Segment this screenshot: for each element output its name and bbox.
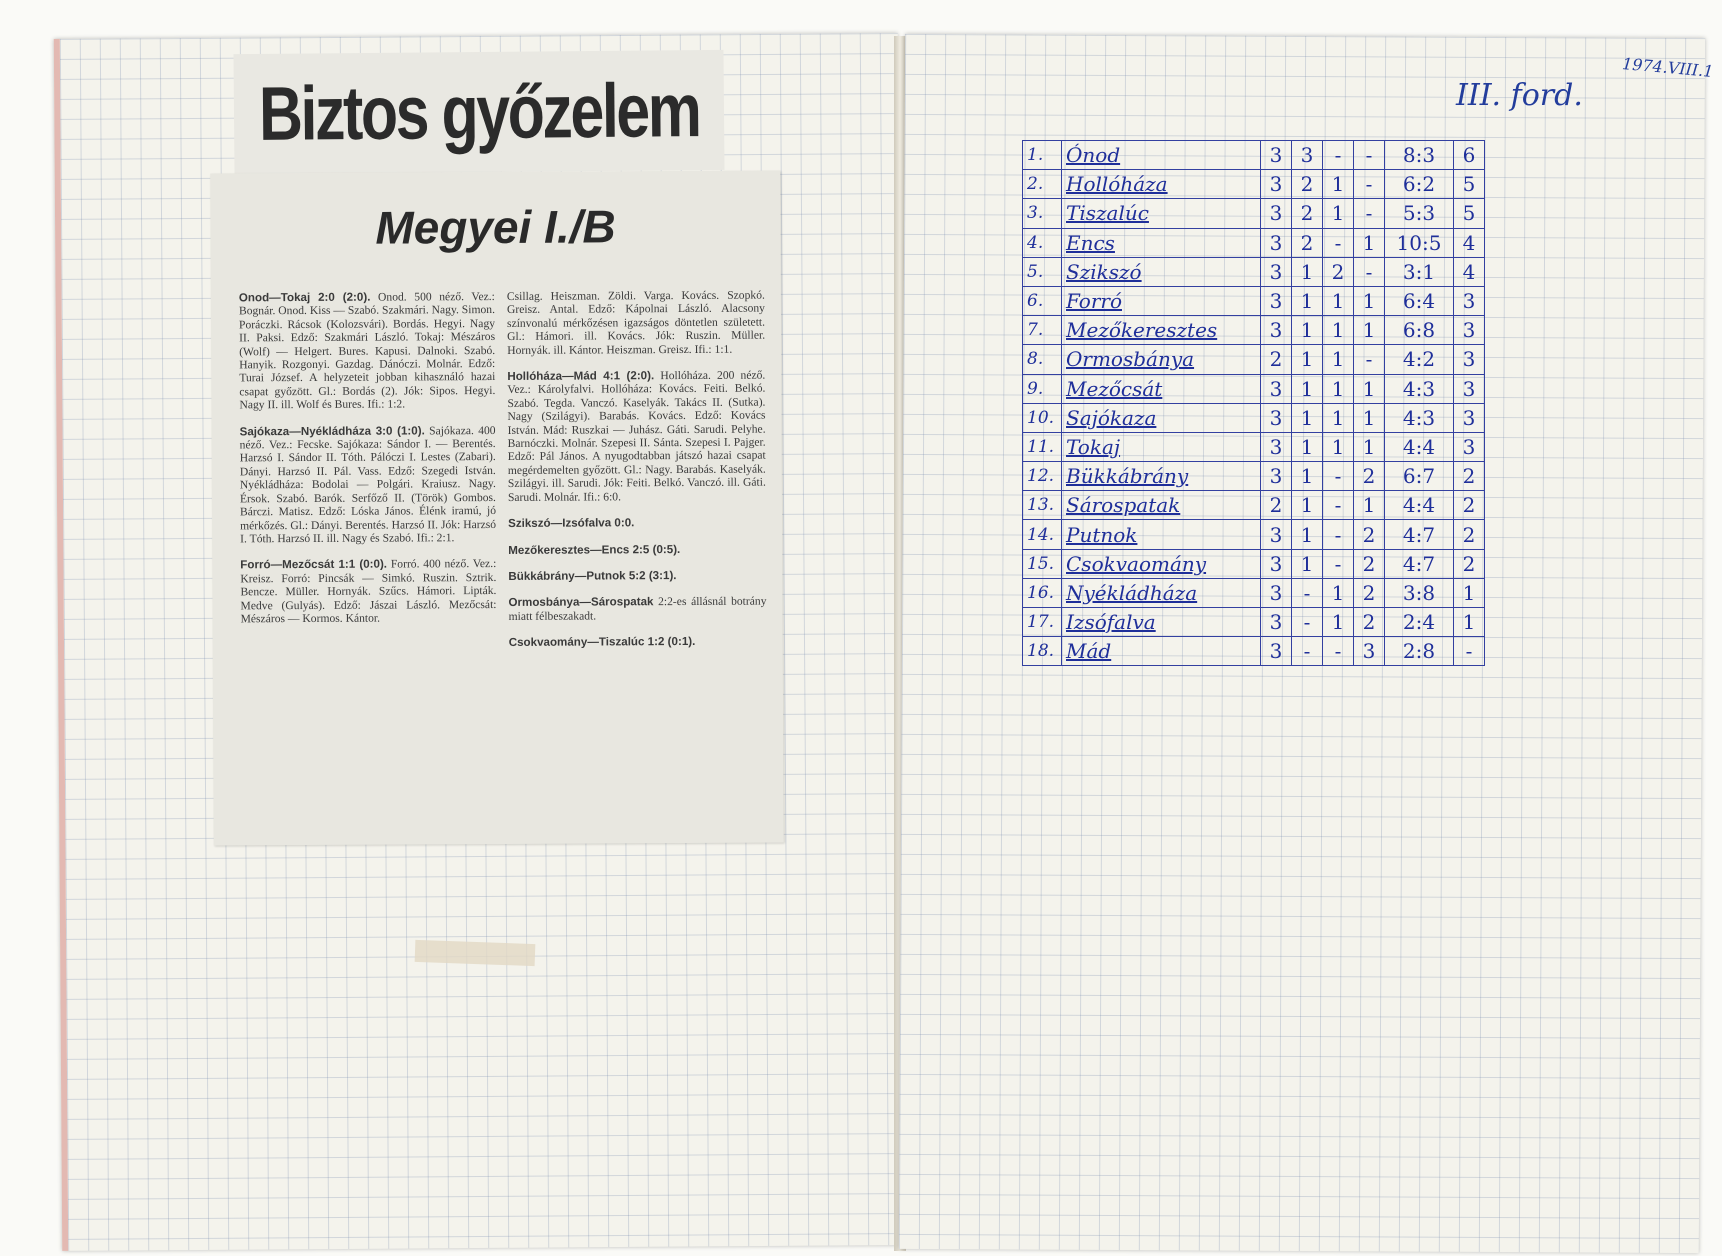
match-report (239, 290, 496, 412)
position-cell: 10. (1023, 403, 1062, 432)
played-cell: 3 (1261, 549, 1292, 578)
match-report-text: 2:2-es állásnál botrány miatt félbeszakadt. (508, 594, 767, 623)
article-subheadline: Megyei I./B (375, 200, 616, 254)
losses-cell: 1 (1354, 316, 1385, 345)
goals-cell: 4:4 (1385, 432, 1454, 461)
match-report-title: Bükkábrány—Putnok 5:2 (3:1). (508, 568, 677, 583)
wins-cell: 2 (1292, 228, 1323, 257)
standings-row (1023, 316, 1485, 345)
standings-row (1023, 608, 1485, 637)
points-cell: 2 (1454, 549, 1485, 578)
article-column-2 (507, 289, 767, 663)
points-cell: 5 (1454, 199, 1485, 228)
losses-cell: 2 (1354, 462, 1385, 491)
match-report-text: Csillag. Heiszman. Zöldi. Varga. Kovács. Szopkó. Greisz. Antal. Edző: Kápolnai László. Alacsony színvonalú mérkőzésen igazságos döntetlen született. Gl.: Hámori. ill. Kovács. Jók: Ruszin. Müller. Hornyák. ill. Kántor. Heiszman. Greisz. Ifi.: 1:1. (506, 288, 766, 357)
played-cell: 3 (1261, 316, 1292, 345)
match-report-title: Sajókaza—Nyékládháza 3:0 (1:0). (239, 424, 425, 439)
match-report (508, 542, 766, 557)
played-cell: 3 (1261, 257, 1292, 286)
draws-cell: - (1323, 637, 1354, 666)
match-report (509, 635, 767, 650)
wins-cell: 1 (1292, 257, 1323, 286)
standings-row (1023, 141, 1485, 170)
played-cell: 3 (1261, 286, 1292, 315)
goals-cell: 5:3 (1385, 199, 1454, 228)
played-cell: 3 (1261, 578, 1292, 607)
wins-cell: 1 (1292, 286, 1323, 315)
played-cell: 3 (1261, 462, 1292, 491)
handwritten-date: 1974.VIII.1 (1621, 54, 1715, 81)
wins-cell: 1 (1292, 374, 1323, 403)
losses-cell: 1 (1354, 286, 1385, 315)
wins-cell: 1 (1292, 549, 1323, 578)
team-cell: Nyékládháza (1062, 578, 1261, 607)
points-cell: 3 (1454, 316, 1485, 345)
points-cell: 3 (1454, 374, 1485, 403)
played-cell: 3 (1261, 170, 1292, 199)
draws-cell: 1 (1323, 316, 1354, 345)
match-report-title: Csokvaomány—Tiszalúc 1:2 (0:1). (508, 635, 696, 650)
match-report (507, 369, 766, 504)
losses-cell: 1 (1354, 228, 1385, 257)
points-cell: 2 (1454, 520, 1485, 549)
points-cell: 4 (1454, 257, 1485, 286)
match-report (508, 568, 766, 583)
draws-cell: 1 (1323, 403, 1354, 432)
position-cell: 4. (1023, 228, 1062, 257)
position-cell: 12. (1023, 462, 1062, 491)
draws-cell: - (1323, 228, 1354, 257)
played-cell: 3 (1261, 608, 1292, 637)
match-report (507, 289, 765, 357)
points-cell: 3 (1454, 286, 1485, 315)
team-cell: Encs (1062, 228, 1261, 257)
match-report-title: Szikszó—Izsófalva 0:0. (508, 516, 635, 531)
draws-cell: - (1323, 520, 1354, 549)
standings-row (1023, 462, 1485, 491)
standings-row (1023, 578, 1485, 607)
wins-cell: 1 (1292, 316, 1323, 345)
points-cell: - (1454, 637, 1485, 666)
losses-cell: 2 (1354, 578, 1385, 607)
standings-row (1023, 432, 1485, 461)
points-cell: 6 (1454, 141, 1485, 170)
losses-cell: 1 (1354, 491, 1385, 520)
draws-cell: - (1323, 141, 1354, 170)
points-cell: 4 (1454, 228, 1485, 257)
wins-cell: 3 (1292, 141, 1323, 170)
draws-cell: 1 (1323, 374, 1354, 403)
losses-cell: - (1354, 141, 1385, 170)
standings-row (1023, 170, 1485, 199)
position-cell: 17. (1023, 608, 1062, 637)
standings-row (1023, 374, 1485, 403)
headline-text: Biztos győzelem (258, 67, 700, 157)
team-cell: Hollóháza (1062, 170, 1261, 199)
match-report-text: Forró. 400 néző. Vez.: Kreisz. Forró: Pincsák — Simkó. Ruszin. Sztrik. Bencze. Müller. Hornyák. Szűcs. Hámori. Lipták. Medve (Gulyás). Edző: Jászai László. Mezőcsát: Mészáros — Kormos. Kántor. (240, 557, 497, 626)
team-cell: Ónod (1062, 141, 1261, 170)
played-cell: 3 (1261, 403, 1292, 432)
team-cell: Mezőkeresztes (1062, 316, 1261, 345)
standings-row (1023, 345, 1485, 374)
goals-cell: 4:7 (1385, 520, 1454, 549)
draws-cell: 1 (1323, 170, 1354, 199)
match-report-title: Forró—Mezőcsát 1:1 (0:0). (240, 557, 388, 572)
wins-cell: 1 (1292, 403, 1323, 432)
standings-row (1023, 199, 1485, 228)
standings-row (1023, 637, 1485, 666)
losses-cell: 2 (1354, 549, 1385, 578)
standings-row (1023, 286, 1485, 315)
match-report-title: Hollóháza—Mád 4:1 (2:0). (507, 369, 655, 383)
standings-row (1023, 228, 1485, 257)
match-report-title: Mezőkeresztes—Encs 2:5 (0:5). (508, 542, 681, 557)
team-cell: Sajókaza (1062, 403, 1261, 432)
draws-cell: 1 (1323, 432, 1354, 461)
draws-cell: - (1323, 491, 1354, 520)
points-cell: 1 (1454, 578, 1485, 607)
position-cell: 9. (1023, 374, 1062, 403)
position-cell: 15. (1023, 549, 1062, 578)
draws-cell: - (1323, 549, 1354, 578)
played-cell: 3 (1261, 374, 1292, 403)
newspaper-headline-clipping (233, 50, 724, 174)
goals-cell: 2:8 (1385, 637, 1454, 666)
team-cell: Tokaj (1062, 432, 1261, 461)
points-cell: 5 (1454, 170, 1485, 199)
team-cell: Sárospatak (1062, 491, 1261, 520)
position-cell: 16. (1023, 578, 1062, 607)
played-cell: 3 (1261, 432, 1292, 461)
team-cell: Tiszalúc (1062, 199, 1261, 228)
wins-cell: - (1292, 578, 1323, 607)
losses-cell: 1 (1354, 432, 1385, 461)
points-cell: 3 (1454, 345, 1485, 374)
match-report (508, 516, 766, 531)
match-report-text: Sajókaza. 400 néző. Vez.: Fecske. Sajókaza: Sándor I. — Berentés. Harzsó I. Sándor II. Tóth. Pálóczi I. Lestes (Zabari). Dányi. Harzsó II. Pál. Vass. Edző: Szegedi István. Nyékládháza: Bodolai — Polgári. Kraiusz. Nagy. Érsok. Szabó. Barók. Serfőző II. (Török) Gombos. Bárczi. Matisz. Edző: Lóska János. Élénk iramú, jó mérkőzés. Gl.: Dányi. Berentés. Harzsó II. Jók: Harzsó I. Tóth. Harzsó II. ill. Nagy és Szabó. Ifi.: 2:1. (239, 423, 497, 546)
points-cell: 2 (1454, 462, 1485, 491)
losses-cell: 2 (1354, 608, 1385, 637)
draws-cell: 1 (1323, 345, 1354, 374)
goals-cell: 4:7 (1385, 549, 1454, 578)
points-cell: 3 (1454, 432, 1485, 461)
position-cell: 7. (1023, 316, 1062, 345)
draws-cell: - (1323, 462, 1354, 491)
match-report-text: Onod. 500 néző. Vez.: Bognár. Onod. Kiss — Szabó. Szakmári. Nagy. Simon. Poráczki. Rácsok (Kolozsvári). Bordás. Hegyi. Nagy II. Paksi. Edző: Szakmári László. Tokaj: Mészáros (Wolf) — Helgert. Bures. Kapusi. Dalnoki. Szabó. Hanyik. Rozgonyi. Gazdag. Dánóczi. Molnár. Edző: Turai József. A helyzeteit jobban kihasználó hazai csapat győzött. Gl.: Bordás (2). Jók: Sipos. Hegyi. Nagy II. ill. Wolf és Bures. Ifi.: 1:2. (238, 290, 496, 412)
played-cell: 3 (1261, 141, 1292, 170)
losses-cell: - (1354, 345, 1385, 374)
wins-cell: 1 (1292, 345, 1323, 374)
handwritten-round-label: III. ford. (1456, 78, 1583, 113)
goals-cell: 10:5 (1385, 228, 1454, 257)
goals-cell: 2:4 (1385, 608, 1454, 637)
goals-cell: 4:3 (1385, 403, 1454, 432)
team-cell: Mád (1062, 637, 1261, 666)
article-column-1 (239, 290, 497, 639)
match-report (240, 557, 496, 625)
wins-cell: 1 (1292, 520, 1323, 549)
team-cell: Ormosbánya (1062, 345, 1261, 374)
goals-cell: 6:8 (1385, 316, 1454, 345)
team-cell: Szikszó (1062, 257, 1261, 286)
played-cell: 3 (1261, 520, 1292, 549)
position-cell: 2. (1023, 170, 1062, 199)
draws-cell: 1 (1323, 578, 1354, 607)
match-report (240, 424, 497, 546)
wins-cell: 2 (1292, 170, 1323, 199)
standings-row (1023, 257, 1485, 286)
goals-cell: 3:1 (1385, 257, 1454, 286)
wins-cell: - (1292, 608, 1323, 637)
standings-table (1022, 140, 1485, 666)
wins-cell: 2 (1292, 199, 1323, 228)
wins-cell: 1 (1292, 462, 1323, 491)
played-cell: 2 (1261, 491, 1292, 520)
position-cell: 1. (1023, 141, 1062, 170)
wins-cell: - (1292, 637, 1323, 666)
tape-residue (415, 940, 536, 966)
position-cell: 14. (1023, 520, 1062, 549)
goals-cell: 4:4 (1385, 491, 1454, 520)
points-cell: 2 (1454, 491, 1485, 520)
points-cell: 3 (1454, 403, 1485, 432)
position-cell: 18. (1023, 637, 1062, 666)
match-report (508, 595, 766, 623)
goals-cell: 6:2 (1385, 170, 1454, 199)
losses-cell: 2 (1354, 520, 1385, 549)
match-report-text: Hollóháza. 200 néző. Vez.: Károlyfalvi. Hollóháza: Kovács. Feiti. Belkó. Szabó. Tegda. Vanczó. Kaselyák. Takács II. (Sutka). Nagy (Szilágyi). Barabás. Kovács. Edző: Kovács István. Mád: Ruszkai — Juhász. Gáti. Sarudi. Pelyhe. Barnóczki. Molnár. Szepesi II. Sánta. Szepesi I. Pajger. Edző: Pál János. A nyugodtabban játszó hazai csapat megérdemelten győzött. Gl.: Nagy. Barabás. Kaselyák. Szilágyi. ill. Sarudi. Jók: Feiti. Belkó. Vanczó. ill. Gáti. Sarudi. Molnár. Ifi.: 6:0. (507, 368, 766, 504)
newspaper-article-clipping (210, 171, 784, 846)
played-cell: 3 (1261, 228, 1292, 257)
goals-cell: 8:3 (1385, 141, 1454, 170)
played-cell: 3 (1261, 199, 1292, 228)
goals-cell: 6:4 (1385, 286, 1454, 315)
losses-cell: - (1354, 199, 1385, 228)
standings-row (1023, 491, 1485, 520)
points-cell: 1 (1454, 608, 1485, 637)
wins-cell: 1 (1292, 432, 1323, 461)
team-cell: Izsófalva (1062, 608, 1261, 637)
draws-cell: 2 (1323, 257, 1354, 286)
team-cell: Mezőcsát (1062, 374, 1261, 403)
goals-cell: 3:8 (1385, 578, 1454, 607)
position-cell: 11. (1023, 432, 1062, 461)
standings-row (1023, 549, 1485, 578)
position-cell: 5. (1023, 257, 1062, 286)
position-cell: 3. (1023, 199, 1062, 228)
goals-cell: 4:2 (1385, 345, 1454, 374)
position-cell: 6. (1023, 286, 1062, 315)
goals-cell: 4:3 (1385, 374, 1454, 403)
team-cell: Putnok (1062, 520, 1261, 549)
played-cell: 3 (1261, 637, 1292, 666)
draws-cell: 1 (1323, 608, 1354, 637)
standings-row (1023, 403, 1485, 432)
position-cell: 8. (1023, 345, 1062, 374)
goals-cell: 6:7 (1385, 462, 1454, 491)
draws-cell: 1 (1323, 286, 1354, 315)
draws-cell: 1 (1323, 199, 1354, 228)
losses-cell: - (1354, 170, 1385, 199)
match-report-title: Ormosbánya—Sárospatak (508, 595, 654, 610)
match-report-title: Onod—Tokaj 2:0 (2:0). (238, 290, 371, 305)
losses-cell: 1 (1354, 374, 1385, 403)
losses-cell: 3 (1354, 637, 1385, 666)
team-cell: Bükkábrány (1062, 462, 1261, 491)
team-cell: Forró (1062, 286, 1261, 315)
wins-cell: 1 (1292, 491, 1323, 520)
position-cell: 13. (1023, 491, 1062, 520)
played-cell: 2 (1261, 345, 1292, 374)
losses-cell: 1 (1354, 403, 1385, 432)
standings-row (1023, 520, 1485, 549)
team-cell: Csokvaomány (1062, 549, 1261, 578)
losses-cell: - (1354, 257, 1385, 286)
